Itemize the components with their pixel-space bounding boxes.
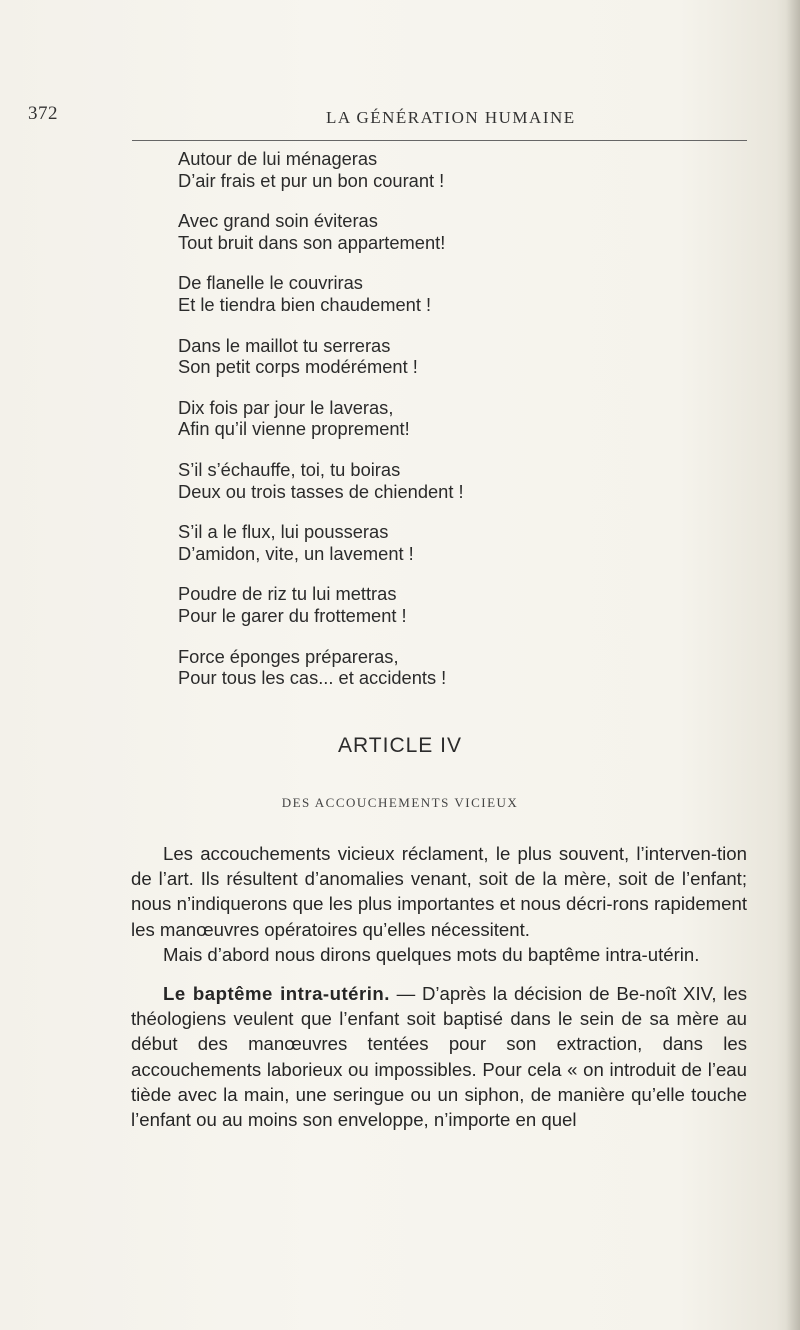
poem-line: D’amidon, vite, un lavement ! <box>178 542 414 564</box>
poem-stanza <box>178 521 698 564</box>
poem-line: Autour de lui ménageras <box>178 148 378 169</box>
section-run-in-heading: Le baptême intra-utérin. <box>163 983 390 1005</box>
poem-stanza <box>178 335 698 378</box>
running-title: LA GÉNÉRATION HUMAINE <box>326 108 576 127</box>
paragraph-text: Les accouchements vicieux réclament, le plus souvent, l’interven-tion de l’art. Ils résultent d’anomalies venant, soit de la mère, soit de l’enfant; nous n’indiquerons que les plus importantes et nous décri-rons rapidement les manœuvres opératoires qu’elles nécessitent. <box>131 843 747 940</box>
poem-line: Afin qu’il vienne proprement! <box>178 418 410 440</box>
poem-line: S’il s’échauffe, toi, tu boiras <box>178 458 401 480</box>
poem-line: D’air frais et pur un bon courant ! <box>178 169 445 191</box>
article-subtitle: DES ACCOUCHEMENTS VICIEUX <box>281 795 519 810</box>
paragraph <box>131 981 747 1132</box>
poem-line: Dix fois par jour le laveras, <box>178 396 394 418</box>
poem-line: Force éponges prépareras, <box>178 645 399 667</box>
paragraph <box>131 841 747 967</box>
body-text <box>131 841 747 1132</box>
poem-stanza <box>178 210 698 253</box>
poem-line: Et le tiendra bien chaudement ! <box>178 293 432 315</box>
poem <box>178 148 698 708</box>
poem-line: De flanelle le couvriras <box>178 272 363 294</box>
article-title: ARTICLE IV <box>338 734 462 757</box>
page-edge-shadow <box>786 0 800 1330</box>
poem-stanza <box>178 646 698 689</box>
poem-line: Son petit corps modérément ! <box>178 356 418 378</box>
poem-line: Dans le maillot tu serreras <box>178 334 391 356</box>
poem-line: Tout bruit dans son appartement! <box>178 231 446 253</box>
poem-line: Deux ou trois tasses de chiendent ! <box>178 480 464 502</box>
header-rule <box>132 140 747 141</box>
poem-stanza <box>178 583 698 626</box>
poem-line: Pour le garer du frottement ! <box>178 604 407 626</box>
paragraph-text: — D’après la décision de Be-noît XIV, les théologiens veulent que l’enfant soit baptisé dans le sein de sa mère au début des manœuvres tentées pour son extraction, dans les accouchements laborieux ou impossibles. Pour cela « on introduit de l’eau tiède avec la main, une seringue ou un siphon, de manière qu’elle touche l’enfant ou au moins son enveloppe, n’importe en quel <box>131 983 747 1131</box>
poem-line: Avec grand soin éviteras <box>178 210 378 232</box>
paragraph-text: Mais d’abord nous dirons quelques mots du baptême intra-utérin. <box>163 943 700 965</box>
poem-line: S’il a le flux, lui pousseras <box>178 521 389 543</box>
poem-stanza <box>178 148 698 191</box>
page-number: 372 <box>28 103 58 124</box>
poem-stanza <box>178 272 698 315</box>
poem-line: Poudre de riz tu lui mettras <box>178 583 397 605</box>
poem-line: Pour tous les cas... et accidents ! <box>178 667 447 689</box>
poem-stanza <box>178 459 698 502</box>
poem-stanza <box>178 397 698 440</box>
